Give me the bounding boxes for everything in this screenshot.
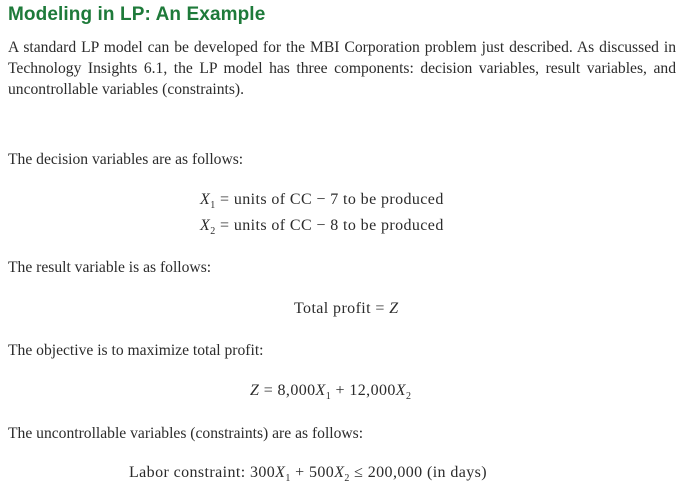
variable-x: X [334, 464, 345, 481]
subscript: 1 [325, 391, 332, 402]
equation-rhs: = units of CC − 7 to be produced [220, 191, 444, 208]
variable-x: X [200, 217, 211, 234]
subscript: 2 [210, 226, 216, 237]
subscript: 2 [344, 473, 350, 484]
equation-part: = 8,000 [259, 382, 316, 399]
subscript: 2 [405, 391, 412, 402]
constraint-label: Labor constraint: 300 [129, 464, 276, 481]
subscript: 1 [285, 473, 291, 484]
decision-variables-text: The decision variables are as follows: [8, 151, 244, 168]
variable-z: Z [250, 382, 260, 399]
equation-part: ≤ 200,000 (in days) [349, 464, 487, 481]
equation-labor-constraint [129, 463, 487, 489]
variable-z: Z [389, 300, 399, 317]
objective-text: The objective is to maximize total profit: [8, 342, 264, 359]
constraints-text: The uncontrollable variables (constraints) are as follows: [8, 425, 364, 442]
section-heading: Modeling in LP: An Example [8, 4, 266, 25]
variable-x: X [275, 464, 286, 481]
variable-x: X [395, 382, 406, 399]
equation-x1 [200, 190, 444, 216]
subscript: 1 [210, 200, 216, 211]
equation-rhs: = units of CC − 8 to be produced [220, 217, 444, 234]
equation-x2 [200, 216, 444, 242]
equation-part: + 12,000 [331, 382, 396, 399]
variable-x: X [200, 191, 211, 208]
result-variable-text: The result variable is as follows: [8, 259, 212, 276]
equation-objective [250, 381, 411, 407]
variable-x: X [315, 382, 326, 399]
equation-lhs: Total profit = [294, 300, 390, 317]
equation-part: + 500 [290, 464, 335, 481]
equation-total-profit [294, 299, 399, 319]
intro-paragraph: A standard LP model can be developed for the MBI Corporation problem just described. As discussed in Technology Insights 6.1, the LP model has three components: decision variables, result variables, and uncontrollable variables (constraints). [8, 39, 676, 98]
